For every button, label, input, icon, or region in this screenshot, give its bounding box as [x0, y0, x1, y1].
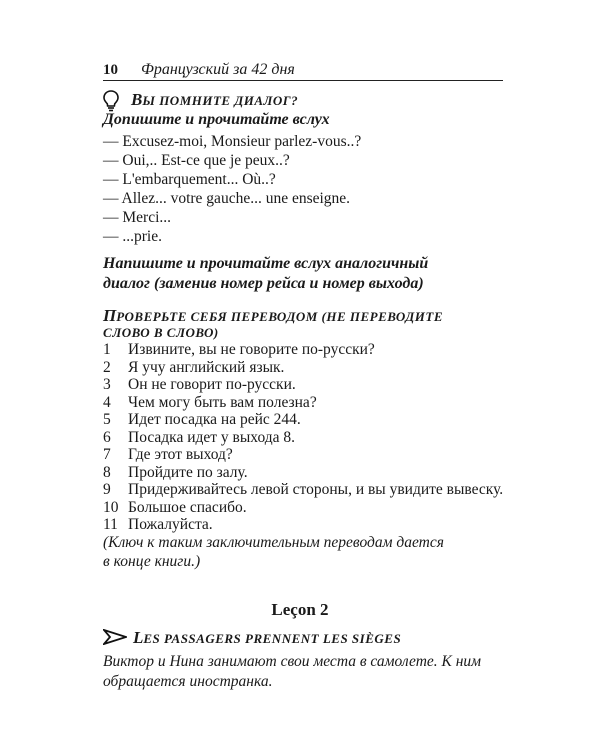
sentence-text: Пожалуйста. — [128, 516, 213, 533]
section-title-dialog — [131, 90, 298, 110]
sentence-text: Большое спасибо. — [128, 498, 247, 516]
sentence-text: Чем могу быть вам полезна? — [128, 393, 317, 411]
section-title-translation-line2: СЛОВО В СЛОВО) — [103, 325, 219, 340]
sentence-number: 8 — [103, 463, 111, 481]
sentence-text: Я учу английский язык. — [128, 358, 285, 376]
title-part: РОВЕРЬТЕ СЕБЯ ПЕРЕВОДОМ ( — [116, 309, 327, 324]
sentence-text: Идет посадка на рейс 244. — [128, 411, 301, 428]
page-number: 10 — [103, 62, 118, 78]
title-rest: ES PASSAGERS PRENNENT LES SIÈGES — [143, 631, 402, 646]
instruction-complete: Допишите и прочитайте вслух — [103, 111, 330, 128]
sentence-number: 6 — [103, 428, 111, 446]
title-initial: L — [133, 628, 144, 647]
sentence-number: 7 — [103, 446, 111, 463]
instruction-analogous-line2: диалог (заменив номер рейса и номер выхода) — [103, 275, 424, 292]
title-part: НЕ ПЕРЕВОДИТЕ — [326, 309, 444, 324]
arrow-pointer-icon — [103, 629, 127, 650]
lesson-intro-line1: Виктор и Нина занимают свои места в самолете. К ним — [103, 653, 482, 670]
note-line2: в конце книги.) — [103, 553, 201, 570]
running-title: Французский за 42 дня — [141, 61, 295, 78]
dialog-line: — Oui,.. Est-ce que je peux..? — [103, 152, 290, 169]
dialog-line: — Excusez-moi, Monsieur parlez-vous..? — [103, 133, 362, 150]
section-title-translation — [103, 306, 443, 326]
sentence-text: Придерживайтесь левой стороны, и вы увидите вывеску. — [128, 481, 504, 498]
lesson-title — [133, 628, 401, 648]
page-header — [103, 60, 503, 81]
sentence-number: 1 — [103, 341, 111, 358]
dialog-line: — L'embarquement... Où..? — [103, 171, 276, 188]
sentence-text: Пройдите по залу. — [128, 463, 248, 481]
title-rest: Ы ПОМНИТЕ ДИАЛОГ? — [142, 93, 299, 108]
dialog-line: — Merci... — [103, 209, 172, 226]
lesson-intro-line2: обращается иностранка. — [103, 673, 273, 690]
dialog-line: — Allez... votre gauche... une enseigne. — [103, 190, 351, 207]
lesson-heading: Leçon 2 — [271, 600, 329, 619]
sentence-number: 4 — [103, 393, 111, 411]
sentence-number: 3 — [103, 376, 111, 393]
sentence-text: Где этот выход? — [128, 446, 233, 463]
title-initial: В — [131, 90, 143, 109]
sentence-number: 2 — [103, 358, 111, 376]
sentence-number: 10 — [103, 498, 119, 516]
sentence-number: 9 — [103, 481, 111, 498]
dialog-line: — ...prie. — [103, 228, 162, 245]
title-initial: П — [103, 306, 117, 325]
note-line1: (Ключ к таким заключительным переводам дается — [103, 534, 444, 551]
sentence-number: 11 — [103, 516, 118, 533]
sentence-text: Он не говорит по-русски. — [128, 376, 296, 393]
sentence-number: 5 — [103, 411, 111, 428]
instruction-analogous-line1: Напишите и прочитайте вслух аналогичный — [103, 255, 429, 272]
sentence-text: Посадка идет у выхода 8. — [128, 428, 296, 446]
sentence-text: Извините, вы не говорите по-русски? — [128, 341, 375, 358]
